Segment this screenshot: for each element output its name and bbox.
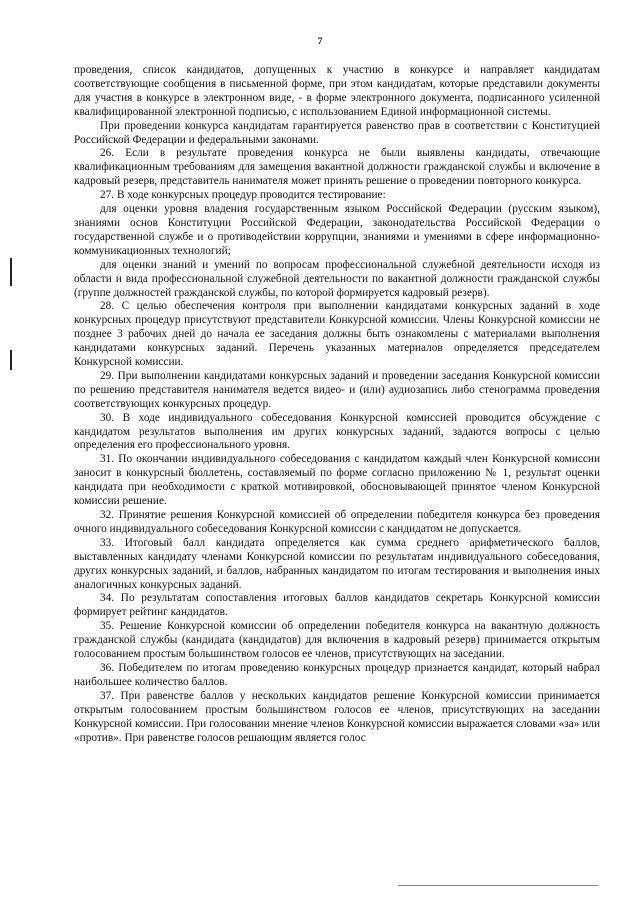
page-number: 7	[317, 37, 323, 47]
paragraph: 32. Принятие решения Конкурсной комиссией об определении победителя конкурса без проведения очного индивидуального собеседования Конкурсной комиссии с кандидатом не допускается.	[74, 509, 600, 535]
paragraph: 33. Итоговый балл кандидата определяется как сумма среднего арифметического баллов, выставленных кандидату членами Конкурсной комиссии по результатам индивидуального собеседования, других конкурсных заданий, и баллов, набранных кандидатом по итогам тестирования и выполнения иных аналогичных конкурсных заданий.	[74, 536, 600, 591]
margin-mark	[10, 350, 12, 370]
paragraph: 36. Победителем по итогам проведению конкурсных процедур признается кандидат, который набрал наибольшее количество баллов.	[74, 661, 600, 688]
paragraph: При проведении конкурса кандидатам гарантируется равенство прав в соответствии с Конституцией Российской Федерации и федеральными законами.	[74, 119, 600, 146]
paragraph: 27. В ходе конкурсных процедур проводится тестирование:	[100, 189, 386, 202]
paragraph: 34. По результатам сопоставления итоговых баллов кандидатов секретарь Конкурсной комиссии формирует рейтинг кандидатов.	[74, 592, 600, 619]
paragraph: 37. При равенстве баллов у нескольких кандидатов решение Конкурсной комиссии принимается открытым голосованием простым большинством голосов ее членов, присутствующих на заседании Конкурсной комиссии. При голосовании мнение членов Конкурсной комиссии выражается словами «за» или «против». При равенстве голосов решающим является голос	[74, 689, 600, 744]
paragraph: для оценки знаний и умений по вопросам профессиональной служебной деятельности исходя из области и вида профессиональной служебной деятельности по вакантной должности гражданской службы (группе должностей гражданской службы, по которой формируется кадровый резерв).	[74, 258, 600, 299]
paragraph: 30. В ходе индивидуального собеседования Конкурсной комиссией проводится обсуждение с кандидатом результатов выполнения им других конкурсных заданий, задаются вопросы с целью определения его профессионального уровня.	[74, 411, 600, 452]
paragraph: 29. При выполнении кандидатами конкурсных заданий и проведении заседания Конкурсной комиссии по решению представителя нанимателя ведется видео- и (или) аудиозапись либо стенограмма проведения соответствующих конкурсных процедур.	[74, 369, 600, 410]
paragraph: 35. Решение Конкурсной комиссии об определении победителя конкурса на вакантную должность гражданской службы (кандидата (кандидатов) для включения в кадровый резерв) принимается открытым голосованием простым большинством голосов ее членов, присутствующих на заседании.	[74, 620, 600, 661]
paragraph: проведения, список кандидатов, допущенных к участию в конкурсе и направляет кандидатам соответствующие сообщения в письменной форме, при этом кандидатам, которые представили документы для участия в конкурсе в электронном виде, - в форме электронного документа, подписанного усиленной квалифицированной электронной подписью, с использованием Единой информационной системы.	[74, 64, 600, 118]
document-body	[74, 64, 600, 745]
paragraph: 31. По окончании индивидуального собеседования с кандидатом каждый член Конкурсной комиссии заносит в конкурсный бюллетень, составляемый по форме согласно приложению № 1, результат оценки кандидата при необходимости с краткой мотивировкой, обосновывающей принятое членом Конкурсной комиссии решение.	[74, 453, 600, 508]
paragraph: для оценки уровня владения государственным языком Российской Федерации (русским языком), знаниями основ Конституции Российской Федерации, законодательства Российской Федерации о государственной службе и о противодействии коррупции, знаниями и умениями в сфере информационно-коммуникационных технологий;	[74, 203, 600, 257]
footer-rule	[398, 885, 598, 886]
margin-mark	[10, 258, 12, 286]
paragraph: 28. С целью обеспечения контроля при выполнении кандидатами конкурсных заданий в ходе конкурсных процедур присутствуют представители Конкурсной комиссии. Члены Конкурсной комиссии не позднее 3 рабочих дней до начала ее заседания должны быть ознакомлены с материалами выполнения кандидатами конкурсных заданий. Перечень указанных материалов определяется председателем Конкурсной комиссии.	[74, 300, 600, 369]
paragraph: 26. Если в результате проведения конкурса не были выявлены кандидаты, отвечающие квалификационным требованиям для замещения вакантной должности гражданской службы и включение в кадровый резерв, представитель нанимателя может принять решение о проведении повторного конкурса.	[74, 147, 600, 188]
